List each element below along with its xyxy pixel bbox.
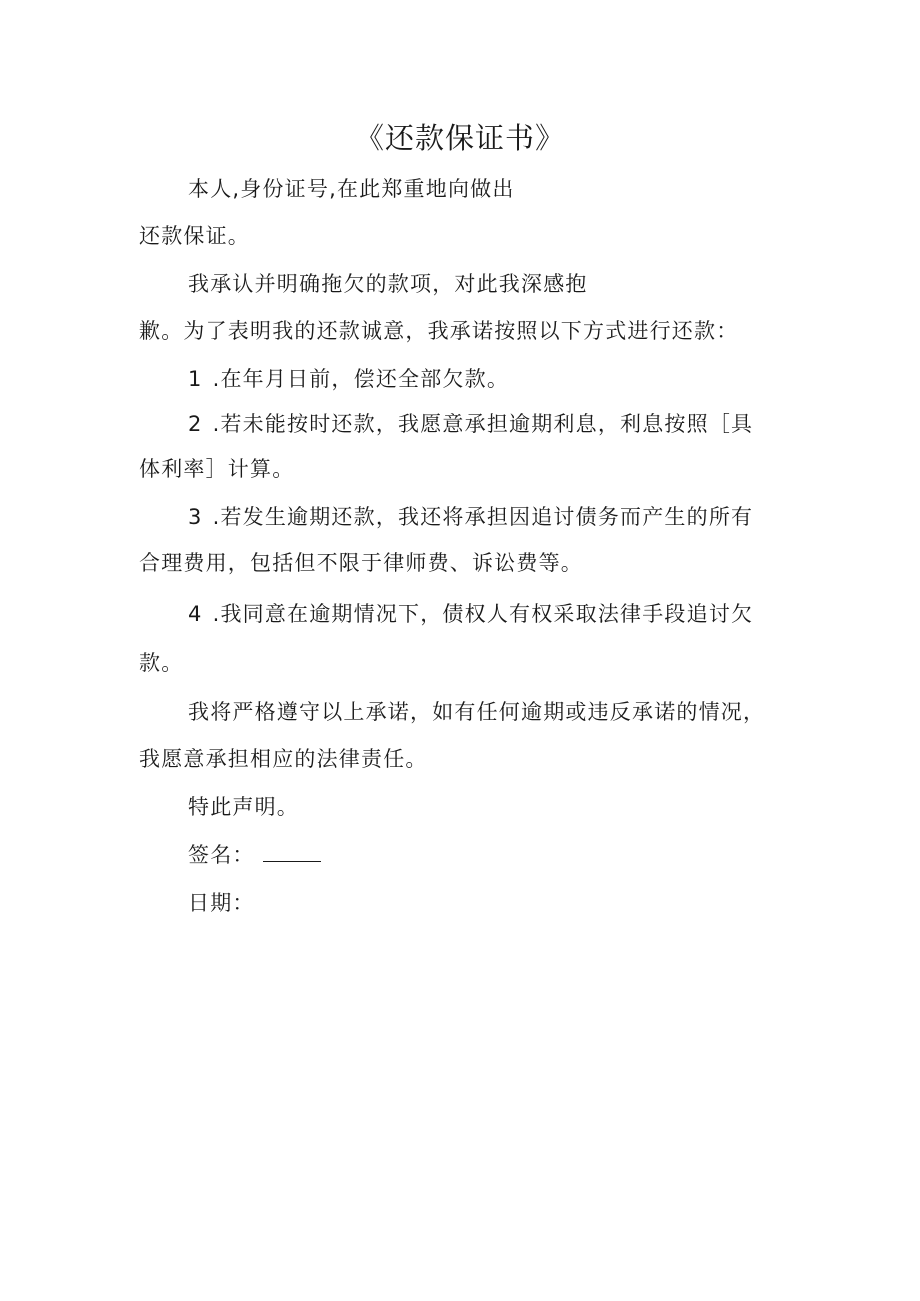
- document-title: 《还款保证书》: [354, 121, 565, 155]
- item-1-number: 1: [188, 367, 203, 391]
- item-3-number: 3: [188, 505, 203, 529]
- item-1-line-1: [188, 364, 509, 394]
- acknowledgement-line-1: 我承认并明确拖欠的款项，对此我深感抱: [188, 272, 588, 296]
- item-2-line-1: [188, 409, 753, 439]
- item-4-number: 4: [188, 602, 203, 626]
- item-3-text: .若发生逾期还款，我还将承担因追讨债务而产生的所有: [212, 505, 754, 529]
- item-2-line-2: 体利率］计算。: [139, 457, 295, 481]
- declaration-text: 特此声明。: [188, 795, 299, 819]
- item-4-line-1: [188, 599, 753, 629]
- item-2-text: .若未能按时还款，我愿意承担逾期利息，利息按照［具: [212, 412, 754, 436]
- item-3-line-1: [188, 502, 753, 532]
- signature-line: [263, 843, 321, 862]
- item-1-text: .在年月日前，偿还全部欠款。: [212, 367, 510, 391]
- closing-line-2: 我愿意承担相应的法律责任。: [139, 747, 428, 771]
- item-4-text: .我同意在逾期情况下，债权人有权采取法律手段追讨欠: [212, 602, 754, 626]
- item-2-number: 2: [188, 412, 203, 436]
- signature-label: 签名：: [188, 843, 255, 867]
- intro-line-2: 还款保证。: [139, 224, 250, 248]
- date-label: 日期：: [188, 891, 255, 915]
- item-4-line-2: 款。: [139, 651, 184, 675]
- intro-line-1: 本人,身份证号,在此郑重地向做出: [188, 177, 515, 201]
- closing-line-1: 我将严格遵守以上承诺，如有任何逾期或违反承诺的情况，: [188, 700, 766, 724]
- acknowledgement-line-2: 歉。为了表明我的还款诚意，我承诺按照以下方式进行还款：: [139, 319, 739, 343]
- item-3-line-2: 合理费用，包括但不限于律师费、诉讼费等。: [139, 551, 583, 575]
- signature-row: [188, 840, 321, 870]
